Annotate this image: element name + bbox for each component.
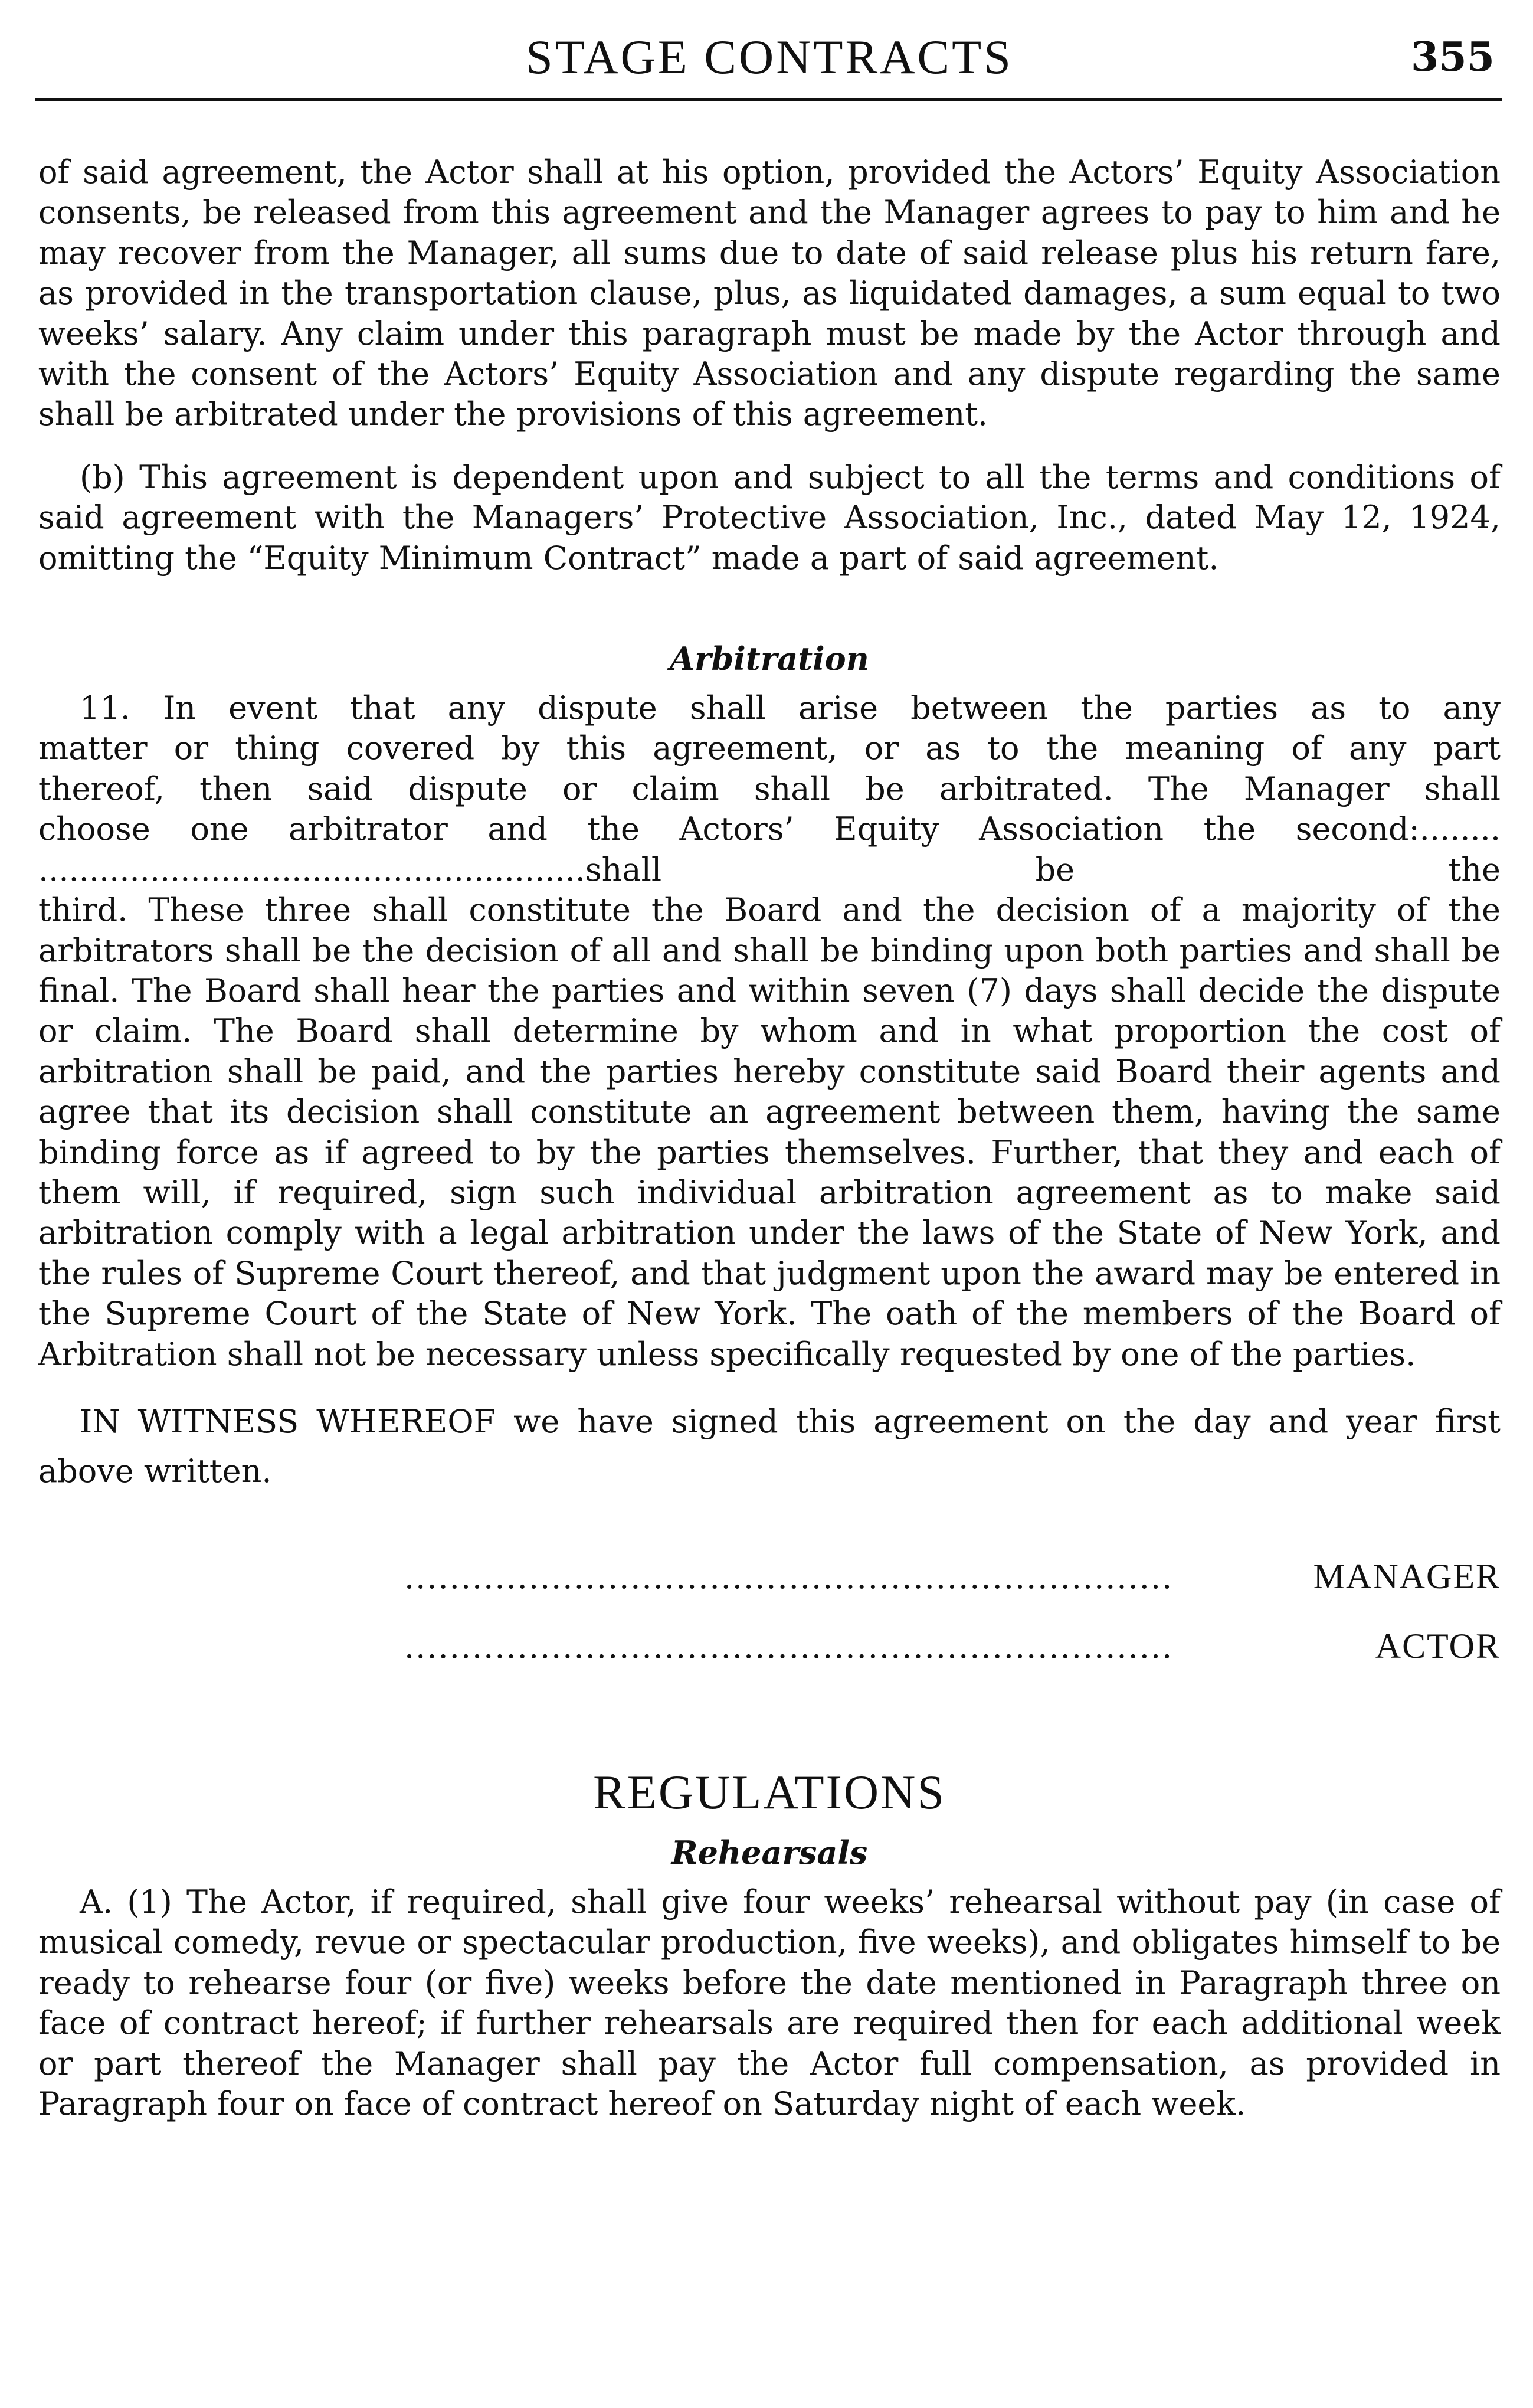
paragraph-11-line: choose one arbitrator and the Actors’ Equity Association the second:........	[38, 810, 1501, 848]
spacer	[38, 1496, 1501, 1542]
manager-signature-dots: ....................................................................	[404, 1558, 1174, 1596]
manager-signature-line	[404, 1542, 1501, 1612]
paragraph-b: (b) This agreement is dependent upon and subject to all the terms and conditions of said agreement with the Managers’ Protective Association, Inc., dated May 12, 1924, omitting the “Equity Minimum Contract” made a part of said agreement.	[38, 458, 1501, 577]
manager-label: MANAGER	[1313, 1556, 1501, 1596]
running-title: STAGE CONTRACTS	[526, 30, 1013, 84]
header-rule	[35, 98, 1502, 101]
actor-label: ACTOR	[1375, 1626, 1501, 1666]
witness-clause: IN WITNESS WHEREOF we have signed this agreement on the day and year first above written.	[38, 1402, 1501, 1490]
spacer	[38, 1681, 1501, 1764]
paragraph-11-body: third. These three shall constitute the Board and the decision of a majority of the arbitrators shall be the decision of all and shall be binding upon both parties and shall be final. The Board shall hear the parties and within seven (7) days shall decide the dispute or claim. The Board shall determine by whom and in what proportion the cost of arbitration shall be paid, and the parties hereby constitute said Board their agents and agree that its decision shall constitute an agreement between them, having the same binding force as if agreed to by the parties themselves. Further, that they and each of them will, if required, sign such individual arbitration agreement as to make said arbitration comply with a legal arbitration under the laws of the State of New York, and the rules of Supreme Court thereof, and that judgment upon the award may be entered in the Supreme Court of the State of New York. The oath of the members of the Board of Arbitration shall not be necessary unless specifically requested by one of the parties.	[38, 891, 1501, 1373]
actor-signature-line	[404, 1612, 1501, 1681]
section-heading-regulations: REGULATIONS	[593, 1765, 946, 1819]
page-number: 355	[1411, 34, 1495, 81]
spacer	[38, 682, 1501, 688]
spacer	[38, 435, 1501, 457]
paragraph-continuation: of said agreement, the Actor shall at his option, provided the Actors’ Equity Association consents, be released from this agreement and the Manager agrees to pay to him and he may recover from the Manager, all sums due to date of said release plus his return fare, as provided in the transportation clause, plus, as liquidated damages, a sum equal to two weeks’ salary. Any claim under this paragraph must be made by the Actor through and with the consent of the Actors’ Equity Association and any dispute regarding the same shall be arbitrated under the provisions of this agreement.	[38, 153, 1501, 433]
paragraph-11-line: 11. In event that any dispute shall arise between the parties as to any	[80, 689, 1501, 727]
paragraph-11-line: matter or thing covered by this agreement, or as to the meaning of any part	[38, 729, 1501, 767]
paragraph-a1: A. (1) The Actor, if required, shall give four weeks’ rehearsal without pay (in case of musical comedy, revue or spectacular production, five weeks), and obligates himself to be ready to rehearse four (or five) weeks before the date mentioned in Paragraph three on face of contract hereof; if further rehearsals are required then for each additional week or part thereof the Manager shall pay the Actor full compensation, as provided in Paragraph four on face of contract hereof on Saturday night of each week.	[38, 1883, 1501, 2122]
spacer	[38, 1821, 1501, 1829]
actor-signature-dots: ....................................................................	[404, 1628, 1174, 1666]
spacer	[38, 1876, 1501, 1882]
signature-block	[404, 1542, 1501, 1681]
paragraph-11-line: thereof, then said dispute or claim shall be arbitrated. The Manager shall	[38, 770, 1501, 807]
spacer	[38, 578, 1501, 635]
running-head	[38, 25, 1501, 90]
paragraph-11-line: ......................................................shall be the	[38, 850, 1501, 888]
section-heading-arbitration: Arbitration	[670, 640, 869, 678]
page-body	[38, 152, 1501, 2124]
spacer	[38, 1375, 1501, 1397]
section-heading-rehearsals: Rehearsals	[671, 1833, 868, 1872]
